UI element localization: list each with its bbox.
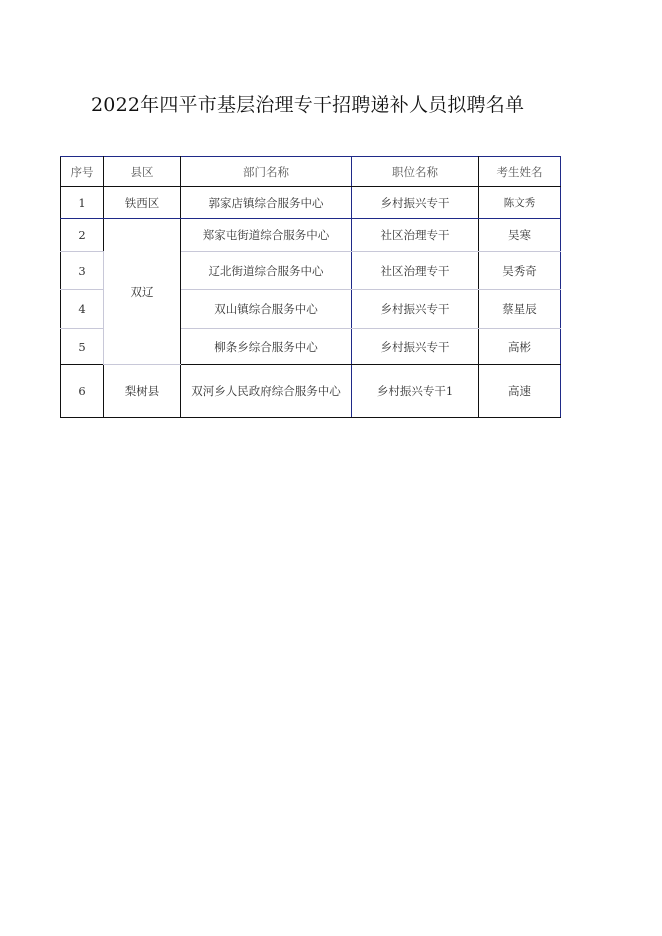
cell-department: 郭家店镇综合服务中心 <box>181 187 352 219</box>
header-seq: 序号 <box>61 157 104 187</box>
cell-seq: 4 <box>61 290 104 329</box>
cell-department: 郑家屯街道综合服务中心 <box>181 219 352 252</box>
cell-department: 柳条乡综合服务中心 <box>181 329 352 365</box>
header-department: 部门名称 <box>181 157 352 187</box>
cell-candidate: 高速 <box>479 365 561 418</box>
cell-seq: 1 <box>61 187 104 219</box>
cell-department: 双河乡人民政府综合服务中心 <box>181 365 352 418</box>
candidate-table <box>60 156 561 418</box>
cell-department: 双山镇综合服务中心 <box>181 290 352 329</box>
cell-seq: 3 <box>61 252 104 290</box>
header-position: 职位名称 <box>352 157 479 187</box>
cell-candidate: 蔡星辰 <box>479 290 561 329</box>
table-row <box>61 187 561 219</box>
cell-district: 双辽 <box>104 219 181 365</box>
cell-seq: 2 <box>61 219 104 252</box>
cell-candidate: 吴寒 <box>479 219 561 252</box>
header-candidate: 考生姓名 <box>479 157 561 187</box>
cell-candidate: 吴秀奇 <box>479 252 561 290</box>
document-title: 2022年四平市基层治理专干招聘递补人员拟聘名单 <box>91 94 525 116</box>
cell-position: 乡村振兴专干 <box>352 329 479 365</box>
table-row <box>61 219 561 252</box>
cell-position: 乡村振兴专干 <box>352 290 479 329</box>
cell-position: 社区治理专干 <box>352 219 479 252</box>
cell-position: 乡村振兴专干1 <box>352 365 479 418</box>
cell-position: 乡村振兴专干 <box>352 187 479 219</box>
header-district: 县区 <box>104 157 181 187</box>
cell-department: 辽北街道综合服务中心 <box>181 252 352 290</box>
cell-district: 梨树县 <box>104 365 181 418</box>
cell-position: 社区治理专干 <box>352 252 479 290</box>
cell-seq: 5 <box>61 329 104 365</box>
cell-seq: 6 <box>61 365 104 418</box>
cell-candidate: 高彬 <box>479 329 561 365</box>
table-header-row <box>61 157 561 187</box>
cell-district: 铁西区 <box>104 187 181 219</box>
cell-candidate: 陈文秀 <box>479 187 561 219</box>
table-row <box>61 365 561 418</box>
